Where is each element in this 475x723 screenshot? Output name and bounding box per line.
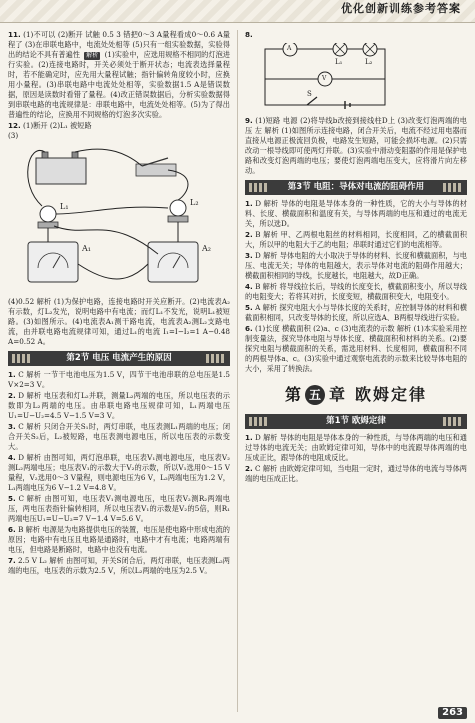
question-number: 7. (8, 556, 16, 565)
question-number: 1. (245, 199, 253, 208)
analysis-tag: 解析 (86, 52, 99, 59)
answer-item (8, 370, 230, 390)
figure-label-a: A (287, 45, 292, 52)
answer-text: D 解析 导体的电阻是导体本身的一种性质，与导体两端的电压和通过导体的电流无关；由欧姆定律可知，导体中的电流跟导体两端的电压成正比，跟导体的电阻成反比。 (245, 433, 467, 462)
answer-text: D 解析 导体电阻的大小取决于导体的材料、长度和横截面积，与电压、电流无关；导体的电阻越大，表示导体对电流的阻碍作用越大；横截面积相同的导线，长度越长，电阻越大，故D正确。 (245, 251, 467, 280)
answer-item (245, 433, 467, 463)
figure-label-l1: L₁ (335, 58, 343, 66)
answer-text: (1)不可以 (2)断开 试触 0.5 3 错把0～3 A量程看成0～0.6 A量程了 (3)在串联电路中，电流处处相等 (5)只有一组实验数据，实验得出的结论不具有普遍性 (8, 30, 230, 59)
answer-item (245, 251, 467, 281)
figure-label-s: S (307, 90, 312, 98)
answer-text: A 解析 探究电阻大小与导体长度的关系时，应控制导体的材料和横截面积相同，只改变导体的长度，所以应选A、B两根导线进行实验。 (245, 303, 467, 322)
question-number: 4. (245, 282, 253, 291)
question-number: 5. (245, 303, 253, 312)
chapter-unit: 章 (328, 385, 345, 404)
question-11 (8, 30, 230, 120)
answer-item (8, 525, 230, 555)
answer-text: C 解析 只闭合开关S₁时，两灯串联，电压表测L₁两端的电压；闭合开关S₂后，L₂被短路，电压表测电源电压，所以电压表的示数变大。 (8, 422, 230, 451)
answer-text: 2.5 V L₂ 解析 由图可知，开关S闭合后，两灯串联，电压表测L₂两端的电压，电压表的示数为2.5 V，所以L₂两端的电压为2.5 V。 (8, 556, 230, 575)
question-number: 12. (8, 121, 21, 130)
answer-text: (1)长度 横截面积 (2)a、c (3)电流表的示数 解析 (1)本实验采用控制变量法，探究导体电阻与导体长度、横截面积和材料的关系。(2)要探究电阻与横截面积的关系，需选用材料、长度相同，横截面积不同的两根导体a、c。(3)实验中通过观察电流表的示数来比较导体电阻的大小，采用了转换法。 (245, 324, 467, 373)
sub-item-label: (3) (8, 131, 19, 140)
question-number: 3. (8, 422, 16, 431)
chapter-heading (245, 380, 467, 410)
figure-label-l2: L₂ (190, 198, 199, 207)
answer-item (8, 556, 230, 576)
header-title: 优化创新训练参考答案 (341, 2, 461, 15)
question-number: 1. (8, 370, 16, 379)
page-number: 263 (438, 707, 467, 719)
question-number: 6. (245, 324, 253, 333)
question-number: 2. (8, 391, 16, 400)
circuit-wiring-figure (8, 144, 230, 294)
answer-text: C 解析 由欧姆定律可知，当电阻一定时，通过导体的电流与导体两端的电压成正比。 (245, 464, 467, 483)
answer-text: D 解析 导体的电阻是导体本身的一种性质，它的大小与导体的材料、长度、横截面积和温度有关，与导体两端的电压和通过的电流无关，所以选D。 (245, 199, 467, 228)
question-9 (245, 116, 467, 176)
chapter-word: 第 (284, 385, 301, 404)
answer-item (245, 282, 467, 302)
answer-item (245, 230, 467, 250)
section-banner: 第1节 欧姆定律 (245, 414, 467, 429)
chapter5-answer-list (245, 433, 467, 484)
circuit-wiring-svg (8, 144, 230, 294)
chapter-number-badge: 五 (305, 385, 325, 405)
circuit-diagram-svg (245, 43, 467, 113)
question-12-continued (8, 297, 230, 347)
question-number: 3. (245, 251, 253, 260)
answer-text: D 解析 电压表和灯L₂并联，测量L₂两端的电压，所以电压表的示数即为L₂两端的电压。由串联电路电压规律可知，L₁两端电压 U₁=U−U₂=4.5 V−1.5 V=3 V。 (8, 391, 230, 420)
section3-answer-list (245, 199, 467, 374)
question-number: 8. (245, 30, 253, 39)
answer-text: B 解析 将导线拉长后，导线的长度变长，横截面积变小，所以导线的电阻变大；若将其对折，长度变短，横截面积变大，电阻变小。 (245, 282, 467, 301)
answer-text: B 解析 电源是为电路提供电压的装置，电压是使电路中形成电流的原因；电路中有电压且电路是通路时，电路中才有电流；电路两端有电压，但电路是断路时，电路中也没有电流。 (8, 525, 230, 554)
analysis-text: (1)实验中，应选用规格不相同的灯泡进行实验。(2)连接电路时，开关必须处于断开状态；电流表选择量程时，若不能确定时，应先用大量程试触；指针偏转角度较小时，应换用小量程。(3)串联电路中电流处处相等，实验数据1.5 A是错误数据，原因是读数时看错了量程。(4)改正错误数据后，分析实验数据得到串联电路的电流规律是：串联电路中，电流处处相等。(5)为了得出普遍性的结论，应换用不同规格的灯泡多次实验。 (8, 50, 230, 119)
figure-label-a1: A₁ (82, 244, 91, 253)
chapter-title: 欧姆定律 (355, 385, 428, 404)
figure-label-l1: L₁ (60, 202, 69, 211)
left-column (8, 30, 230, 712)
section-banner: 第2节 电压 电流产生的原因 (8, 351, 230, 366)
figure-label-v: V (322, 75, 327, 82)
question-number: 1. (245, 433, 253, 442)
answer-text: (1)短路 电源 (2)将导线b改接到接线柱D上 (3)改变灯泡两端的电压 左 解析 (1)如图所示连接电路，闭合开关后，电流不经过用电器而直接从电源正极流回负极，电路发生短路，可能会损坏电源。(2)只需改动一根导线即可使两灯并联。(3)实验中滑动变阻器的作用是保护电路和改变灯泡两端的电压；要使灯泡两端电压变大，应将滑片向左移动。 (245, 116, 467, 175)
answer-text: C 解析 一节干电池电压为1.5 V，四节干电池串联的总电压是1.5 V×2=3 V。 (8, 370, 230, 389)
question-number: 5. (8, 494, 16, 503)
section-banner: 第3节 电阻：导体对电流的阻碍作用 (245, 180, 467, 195)
circuit-diagram-figure (245, 43, 467, 113)
column-divider (237, 30, 238, 712)
figure-label-a2: A₂ (202, 244, 211, 253)
answer-text: D 解析 由图可知，两灯泡串联，电压表V₁测电源电压，电压表V₂测L₂两端电压；电压表V₁的示数大于V₂的示数，所以V₁选用0～15 V量程，V₂选用0～3 V量程，则电源电压为6 V，L₂两端电压为1.2 V，L₁两端电压为6 V−1.2 V=4.8 V。 (8, 453, 230, 492)
question-number: 11. (8, 30, 21, 39)
answer-item (245, 303, 467, 323)
question-number: 9. (245, 116, 253, 125)
question-number: 2. (245, 464, 253, 473)
answer-item (8, 453, 230, 493)
question-number: 2. (245, 230, 253, 239)
question-12 (8, 121, 230, 141)
right-column (245, 30, 467, 712)
question-number: 6. (8, 525, 16, 534)
answer-item (245, 464, 467, 484)
question-8 (245, 30, 467, 40)
answer-text: (1)断开 (2)L₁ 被短路 (23, 121, 92, 130)
question-number: 4. (8, 453, 16, 462)
section2-answer-list (8, 370, 230, 576)
page-header (0, 0, 475, 26)
answer-item (8, 494, 230, 524)
answer-item (8, 391, 230, 421)
answer-text: C 解析 由图可知，电压表V₁测电源电压，电压表V₂测R₂两端电压，两电压表指针偏转相同，所以电压表V₁的示数是V₂的5倍，则R₁两端电压U₁=U−U₂=7 V−1.4 V=5.6 V。 (8, 494, 230, 523)
answer-text: B 解析 甲、乙两根电阻丝的材料相同，长度相同，乙的横截面积大，所以甲的电阻大于乙的电阻；串联时通过它们的电流相等。 (245, 230, 467, 249)
answer-text: (4)0.52 解析 (1)为保护电路，连接电路时开关应断开。(2)电流表A₂有示数，灯L₂发光，说明电路中有电流；而灯L₁不发光，说明L₁被短路。(3)如图所示。(4)电流表A₁测干路电流，电流表A₂测L₂支路电流，由并联电路电流规律可知，通过L₁的电流 I₁=I−I₂=1 A−0.48 A=0.52 A。 (8, 297, 230, 346)
answer-item (245, 324, 467, 374)
answer-item (8, 422, 230, 452)
answer-item (245, 199, 467, 229)
figure-label-l2: L₂ (365, 58, 373, 66)
